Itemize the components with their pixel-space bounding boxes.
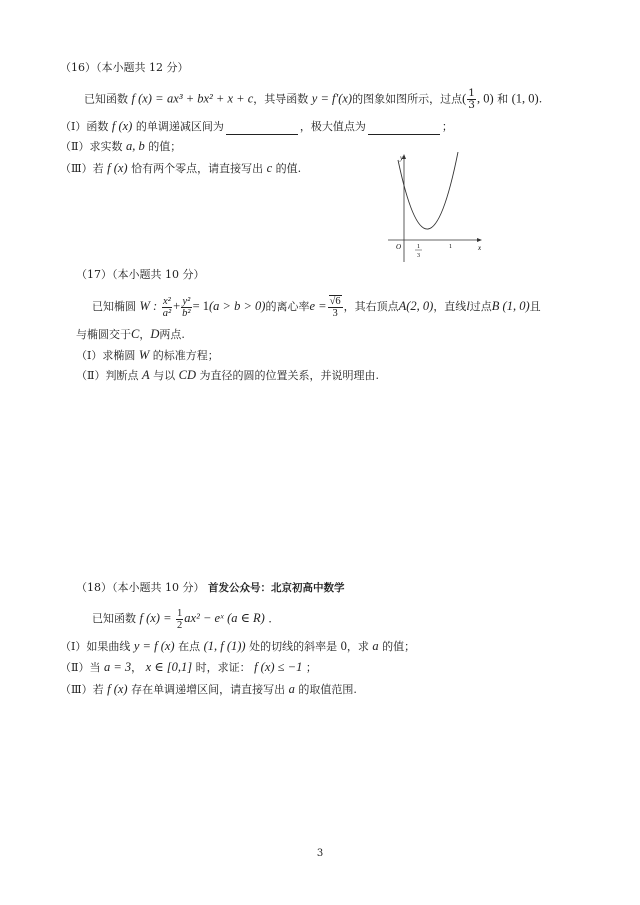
q16-and: 和	[497, 92, 509, 106]
q16-part2	[60, 138, 181, 155]
q16-end: .	[538, 92, 543, 106]
q18-header-line	[76, 580, 345, 596]
q18-p3-end: 的取值范围.	[298, 683, 357, 696]
graph-y-label: y	[400, 154, 404, 162]
q16-deriv: y = f′(x)	[311, 91, 353, 106]
q18-p2-ineq: f (x) ≤ −1	[254, 660, 303, 674]
q17-p1-end: 的标准方程；	[152, 349, 219, 362]
q17-part2	[76, 367, 379, 384]
q17-tail: 且	[529, 300, 541, 313]
q18-intro-text: 已知函数	[92, 612, 136, 625]
q17-p2-end: 为直径的圆的位置关系，并说明理由.	[199, 369, 379, 382]
q17-ecc-text: 的离心率	[265, 300, 310, 313]
graph-tick-num: 1	[417, 244, 420, 250]
q18-p2-x: x ∈ [0,1]	[145, 660, 193, 674]
q17-B: B (1, 0)	[491, 299, 530, 313]
q17-eq: = 1	[192, 299, 210, 313]
q18-p3-label: （Ⅲ）若	[60, 683, 104, 696]
q17-p1-W: W	[138, 348, 150, 362]
graph-x-arrow	[477, 238, 482, 242]
q17-p2-label: （Ⅱ）判断点	[76, 369, 139, 382]
q17-A: A(2, 0)	[398, 299, 434, 313]
q17-vertex-text: ，其右顶点	[343, 300, 399, 313]
q18-watermark: 首发公众号：北京初高中数学	[208, 582, 345, 594]
q16-intro-tail: 的图象如图所示，过点	[352, 92, 463, 106]
q18-p1-tail: ，求	[346, 640, 369, 653]
q16-point2: (1, 0)	[511, 91, 539, 106]
q16-p1-end: ；	[441, 120, 453, 133]
graph-x-label: x	[478, 244, 482, 252]
q18-half-frac: $\frac{1}{2}$	[177, 607, 183, 631]
q17-C: C	[131, 327, 140, 341]
q17-part1	[76, 347, 219, 364]
q16-p2-vars: a, b	[125, 139, 145, 153]
q18-end: ．	[268, 612, 280, 625]
q18-cond: (a ∈ R)	[227, 611, 265, 625]
q16-p1-label: （Ⅰ）函数	[60, 120, 109, 133]
q18-part3	[60, 681, 357, 698]
q16-func-rhs: ax³ + bx² + x + c	[167, 91, 254, 106]
graph-origin-label: O	[396, 243, 402, 251]
q17-line2-text: 与椭圆交于	[76, 328, 131, 341]
q16-func-lhs: f (x) =	[131, 91, 164, 106]
q18-p1-text: 处的切线的斜率是	[249, 640, 338, 653]
q17-intro-text: 已知椭圆	[92, 300, 136, 313]
q16-p1-func: f (x)	[111, 119, 133, 133]
q17-frac-x: $\frac{\text{x²}}{\text{a²}}$	[162, 295, 172, 319]
q18-p1-a: a	[372, 639, 379, 653]
graph-curve	[398, 152, 458, 229]
q18-p1-curve: y = f (x)	[133, 639, 175, 653]
derivative-graph	[384, 152, 484, 267]
q18-func-rhs: ax² − eˣ	[184, 611, 224, 625]
q17-intro	[92, 294, 541, 319]
q16-part3	[60, 160, 301, 177]
q16-part1	[60, 118, 453, 135]
q17-frac-y: $\frac{\text{y²}}{\text{b²}}$	[182, 295, 191, 319]
q17-line2-end: 两点.	[159, 328, 185, 341]
q16-p2-label: （Ⅱ）求实数	[60, 140, 123, 153]
q16-p2-end: 的值；	[148, 140, 182, 153]
q17-p1-label: （Ⅰ）求椭圆	[76, 349, 136, 362]
q18-p1-zero: 0	[340, 639, 347, 653]
q18-p1-label: （Ⅰ）如果曲线	[60, 640, 131, 653]
q16-p1-blank2[interactable]	[368, 122, 440, 135]
q17-intro-line2	[76, 326, 185, 343]
q18-p2-label: （Ⅱ）当	[60, 661, 101, 674]
q18-intro	[92, 606, 279, 631]
q18-p3-a: a	[288, 682, 295, 696]
q18-p2-comma: ，	[131, 661, 143, 674]
q17-comma: ，	[139, 328, 151, 341]
q17-line-text: ，直线	[433, 300, 467, 313]
q17-l: l	[466, 299, 470, 313]
q18-p1-end: 的值；	[382, 640, 416, 653]
q17-p2-CD: CD	[178, 368, 196, 382]
q17-pass-text: 过点	[469, 300, 492, 313]
q18-part1	[60, 638, 415, 655]
q17-header: （17）（本小题共 10 分）	[76, 268, 205, 281]
q17-plus: +	[173, 299, 181, 313]
q17-W: W :	[139, 299, 158, 313]
q18-func-lhs: f (x) =	[139, 611, 172, 625]
q16-p3-var: c	[266, 161, 273, 175]
q16-point1-frac: $\frac{1}{3}$	[468, 87, 475, 111]
q18-part2	[60, 659, 317, 676]
q17-cond: (a > b > 0)	[209, 299, 266, 313]
q16-p1-text: 的单调递减区间为	[135, 120, 224, 133]
graph-tick-one: 1	[449, 244, 452, 250]
q16-point1-rest: , 0)	[476, 91, 494, 106]
q18-p3-text: 存在单调递增区间，请直接写出	[131, 683, 286, 696]
q18-p3-func: f (x)	[107, 682, 128, 696]
graph-tick-den: 3	[417, 253, 420, 259]
q16-header: （16）（本小题共 12 分）	[60, 61, 189, 74]
q17-p2-mid: 与以	[153, 369, 176, 382]
q18-p2-text: 时，求证：	[195, 661, 251, 674]
q16-p1-mid: ，极大值点为	[299, 120, 366, 133]
q16-p3-end: 的值.	[275, 162, 302, 175]
q16-p1-blank1[interactable]	[226, 122, 298, 135]
q16-intro: 已知函数 f (x) = ax³ + bx² + x + c，其导函数 y = f′(x)的图象如图所示，过点( $\frac{1}{3}$ , 0) 和 (1, 0).	[84, 87, 543, 111]
q18-p1-mid: 在点	[178, 640, 201, 653]
q17-p2-A: A	[141, 368, 150, 382]
q18-header: （18）（本小题共 10 分）	[76, 581, 205, 594]
q18-p2-a: a = 3	[103, 660, 132, 674]
q17-D: D	[150, 327, 160, 341]
q16-p3-text: 恰有两个零点，请直接写出	[131, 162, 264, 175]
q18-p1-point: (1, f (1))	[203, 639, 246, 653]
page-number: 3	[316, 848, 324, 859]
q16-p3-func: f (x)	[107, 161, 128, 175]
q16-intro-mid: ，其导函数	[253, 92, 309, 106]
q17-frac-ecc: $\frac{√6}{3}$	[329, 296, 341, 319]
q16-p3-label: （Ⅲ）若	[60, 162, 104, 175]
q17-e: e =	[309, 299, 327, 313]
q16-intro-text: 已知函数	[84, 92, 128, 106]
q18-p2-end: ；	[305, 661, 317, 674]
